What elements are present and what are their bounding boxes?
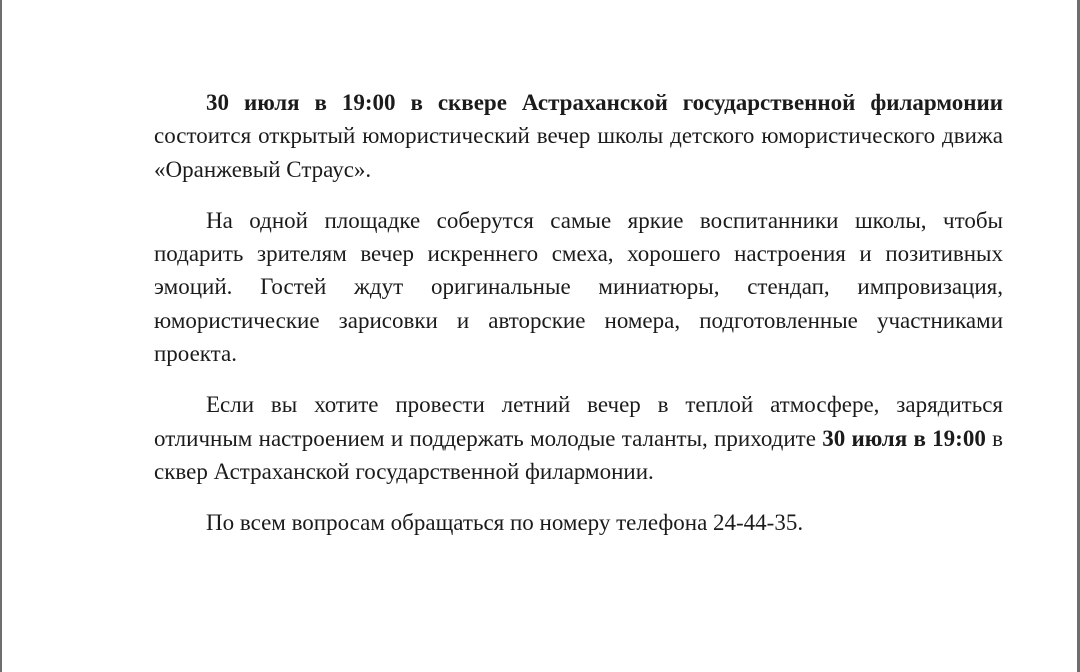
paragraph-contact — [154, 506, 1003, 539]
paragraph-program — [154, 204, 1003, 370]
invitation-text: Если вы хотите провести летний вечер в теплой атмосфере, зарядиться отличным настроением и поддержать молодые таланты, приходите — [154, 392, 1003, 451]
invitation-date-time: 30 июля в 19:00 — [822, 425, 986, 451]
event-description: состоится открытый юмористический вечер школы детского юмористического движа «Оранжевый Страус». — [154, 123, 1003, 182]
invitation-venue: в сквер Астраханской государственной филармонии. — [154, 425, 1003, 484]
event-date-venue: 30 июля в 19:00 в сквере Астраханской государственной филармонии — [206, 90, 1003, 115]
contact-phone-text: По всем вопросам обращаться по номеру телефона 24-44-35. — [206, 510, 804, 536]
program-description: На одной площадке соберутся самые яркие воспитанники школы, чтобы подарить зрителям вечер искреннего смеха, хорошего настроения и позитивных эмоций. Гостей ждут оригинальные миниатюры, стендап, импровизация, юмористические зарисовки и авторские номера, подготовленные участниками проекта. — [154, 207, 1003, 367]
viewer-left-border — [0, 0, 2, 672]
paragraph-event-announcement — [154, 86, 1003, 186]
document-page — [154, 86, 1003, 540]
paragraph-invitation — [154, 388, 1003, 488]
